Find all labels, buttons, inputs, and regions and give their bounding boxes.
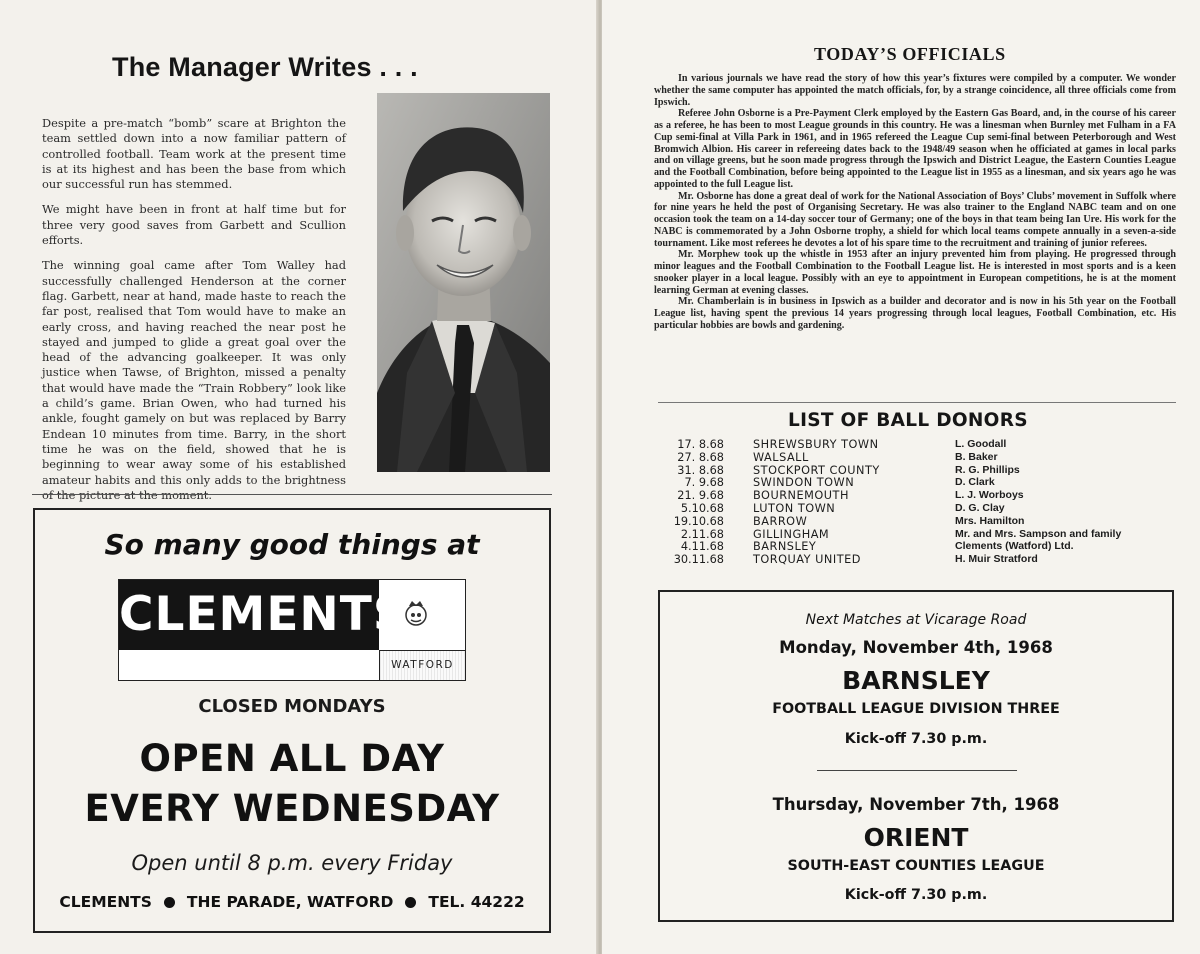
officials-paragraph: In various journals we have read the story of how this year’s fixtures were compiled by a computer. We wonder whether the same computer has appointed the match officials, for, by a strange coincidence, all three officials come from Ipswich. — [654, 73, 1176, 108]
donor-club: LUTON TOWN — [753, 501, 836, 515]
donor-date: 7. 9.68 — [684, 476, 724, 490]
friday-hours: Open until 8 p.m. every Friday — [131, 851, 453, 875]
logo-wordmark: CLEMENTS — [119, 587, 408, 642]
donor-name: D. G. Clay — [955, 501, 1005, 514]
manager-paragraph: We might have been in front at half time but for three very good saves from Garbett and Scullion efforts. — [42, 202, 346, 248]
donor-club: BOURNEMOUTH — [753, 489, 849, 503]
match2-competition: SOUTH-EAST COUNTIES LEAGUE — [787, 858, 1045, 874]
donor-name: L. Goodall — [955, 438, 1007, 450]
match1-competition: FOOTBALL LEAGUE DIVISION THREE — [772, 701, 1060, 717]
officials-paragraph: Referee John Osborne is a Pre-Payment Clerk employed by the Eastern Gas Board, and, in the course of his career as a referee, he has been to most League grounds in this country. He was a linesman when Burnley met Fulham in a FA Cup semi-final at Villa Park in 1961, and in 1965 refereed the League Cup semi-final between Peterborough and West Bromwich Albion. His career in refereeing dates back to the 1948/49 season when he officiated at games in local parks and on village greens, but he soon made progress through the Ipswich and District League, the Eastern Counties League and the Football Combination, before being appointed to the League list in 1955 as a linesman, and six years ago he was appointed to the full League list. — [654, 108, 1176, 190]
donor-name: Mr. and Mrs. Sampson and family — [955, 527, 1122, 540]
list-item — [664, 464, 1184, 477]
donor-name: L. J. Worboys — [955, 489, 1024, 502]
donor-club: GILLINGHAM — [753, 527, 830, 541]
list-item — [664, 540, 1184, 553]
donor-date: 17. 8.68 — [677, 438, 724, 451]
donor-name: B. Baker — [955, 450, 998, 463]
donor-name: Mrs. Hamilton — [955, 514, 1025, 527]
advert-footer — [35, 893, 549, 911]
donor-name: Clements (Watford) Ltd. — [955, 540, 1074, 553]
officials-paragraph: Mr. Morphew took up the whistle in 1953 after an injury prevented him from playing. He progressed through minor leagues and the Football Combination to the Football League list. He is interested in most sports and is a keen snooker player in a local league. Possibly with an eye to appointment in European competitions, he is at the moment learning German at evening classes. — [654, 249, 1176, 296]
match1-kickoff: Kick-off 7.30 p.m. — [844, 731, 988, 747]
donor-date: 5.10.68 — [680, 501, 724, 515]
donor-date: 27. 8.68 — [677, 450, 724, 464]
closed-mondays: CLOSED MONDAYS — [198, 696, 386, 717]
list-item — [664, 553, 1184, 566]
donor-club: SHREWSBURY TOWN — [753, 438, 879, 451]
logo-town: WATFORD — [379, 650, 465, 680]
manager-article — [42, 116, 346, 513]
list-item — [664, 528, 1184, 541]
donor-club: BARROW — [753, 514, 808, 528]
donor-name: D. Clark — [955, 476, 995, 489]
ball-donors-list — [664, 438, 1184, 566]
officials-paragraph: Mr. Chamberlain is in business in Ipswich as a builder and decorator and is now in his 5th year on the Football League list, having spent the previous 14 years progressing through local leagues, Football Combination, etc. His particular hobbies are bowls and gardening. — [654, 296, 1176, 331]
every-wednesday: EVERY WEDNESDAY — [84, 787, 500, 830]
list-item — [664, 438, 1184, 451]
advert-slogan: So many good things at — [104, 528, 480, 561]
officials-article — [654, 73, 1176, 332]
donor-date: 19.10.68 — [673, 514, 724, 528]
list-item — [664, 489, 1184, 502]
clements-logo — [118, 579, 466, 681]
next-matches-heading: Next Matches at Vicarage Road — [805, 612, 1027, 628]
donor-name: H. Muir Stratford — [955, 553, 1038, 566]
match1-date: Monday, November 4th, 1968 — [779, 638, 1053, 657]
match1-team: BARNSLEY — [842, 666, 990, 695]
list-item — [664, 476, 1184, 489]
crest-icon — [401, 598, 431, 628]
bullet-icon — [405, 897, 416, 908]
donor-club: BARNSLEY — [753, 540, 817, 554]
next-matches-box — [658, 590, 1174, 922]
donor-date: 2.11.68 — [680, 527, 724, 541]
ball-donors-title: LIST OF BALL DONORS — [788, 410, 1028, 431]
donor-name: R. G. Phillips — [955, 463, 1020, 476]
footer-address: THE PARADE, WATFORD — [186, 893, 394, 911]
left-page — [0, 0, 598, 954]
list-item — [664, 502, 1184, 515]
donor-club: STOCKPORT COUNTY — [753, 463, 880, 477]
open-all-day: OPEN ALL DAY — [139, 737, 445, 780]
donor-club: TORQUAY UNITED — [753, 553, 861, 567]
divider-rule — [32, 494, 552, 495]
manager-photo — [377, 93, 550, 472]
footer-phone: TEL. 44222 — [428, 893, 525, 911]
divider-rule — [817, 770, 1017, 771]
donor-date: 30.11.68 — [673, 553, 724, 567]
match2-team: ORIENT — [863, 823, 969, 852]
match2-kickoff: Kick-off 7.30 p.m. — [844, 887, 988, 903]
list-item — [664, 515, 1184, 528]
bullet-icon — [164, 897, 175, 908]
clements-advert — [33, 508, 551, 933]
donor-date: 4.11.68 — [680, 540, 724, 554]
footer-shop: CLEMENTS — [59, 893, 152, 911]
manager-paragraph: Despite a pre-match “bomb” scare at Brighton the team settled down into a now familiar pattern of controlled football. Team work at the present time is at its highest and has been the base from which our successful run has stemmed. — [42, 116, 346, 192]
donor-club: WALSALL — [753, 450, 809, 464]
donor-date: 31. 8.68 — [677, 463, 724, 477]
manager-writes-title: The Manager Writes . . . — [112, 52, 418, 82]
officials-title: TODAY’S OFFICIALS — [814, 44, 1006, 64]
donor-club: SWINDON TOWN — [753, 476, 855, 490]
divider-rule — [658, 402, 1176, 403]
right-page — [602, 0, 1200, 954]
manager-paragraph: The winning goal came after Tom Walley had successfully challenged Henderson at the corner flag. Garbett, near at hand, made haste to reach the far post, realised that Tom would have to make an early cross, and having reached the near post he stayed and jumped to glide a great goal over the head of the advancing goalkeeper. It was only justice when Tawse, of Brighton, missed a penalty that would have made the “Train Robbery” look like a child’s game. Brian Owen, who had turned his ankle, fought gamely on but was replaced by Barry Endean 10 minutes from time. Barry, in the short time he was on the field, showed that he is beginning to wear away some of his established amateur habits and this only adds to the brightness — [42, 258, 346, 487]
list-item — [664, 451, 1184, 464]
officials-paragraph: Mr. Osborne has done a great deal of work for the National Association of Boys’ Clubs’ movement in Suffolk where for nine years he held the post of Organising Secretary. He was also trainer to the England NABC team and on one occasion took the team on a 14-day soccer tour of Germany; one of the boys in that team being Ian Ure. His work for the NABC is commemorated by a John Osborne trophy, a shield for which local teams compete annually in a seven-a-side tournament. Like most referees he devotes a lot of his spare time to the recruitment and training of junior referees. — [654, 190, 1176, 249]
match2-date: Thursday, November 7th, 1968 — [772, 795, 1060, 814]
donor-date: 21. 9.68 — [677, 489, 724, 503]
